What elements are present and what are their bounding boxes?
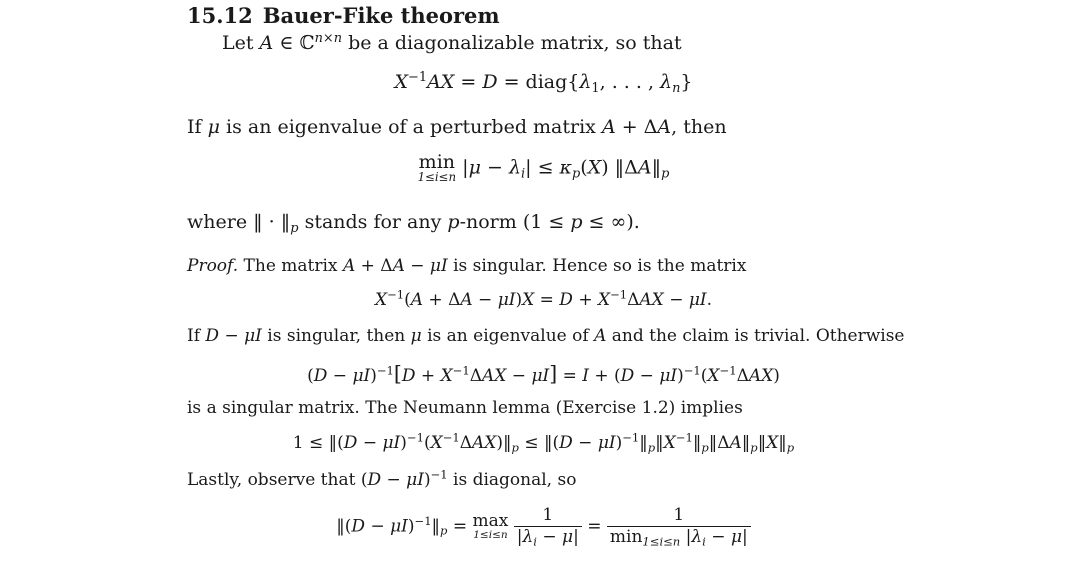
- norm-definition-line: where ‖ · $‖_p$ stands for any p-norm (1 ≤ p ≤ ∞).: [187, 211, 640, 236]
- perturbation-line: If μ is an eigenvalue of a perturbed matrix A + ΔA, then: [187, 116, 727, 138]
- proof-line-4: Lastly, observe that $(D - \mu I)^{-1}$ is diagonal, so: [187, 467, 577, 490]
- equation-neumann-inequality: 1 ≤ ‖(D − $\mu I)^{-1}(X^{-1}\Delta AX)‖_p$ ≤ ‖(D − $\mu I)^{-1}‖_p‖X^{-1}‖_p‖\Delta A‖_p‖X‖_p$: [292, 430, 795, 455]
- equation-inverse-norm: ‖(D − $\mu I)^{-1}‖_p$ = max 1≤i≤n $\frac{1}{|\lambda_i - \mu|}$ = $\frac{1}{\min_{1\le i\le n} |\lambda_i - \mu|}$: [0, 505, 1087, 549]
- proof-line-1: Proof. The matrix A + ΔA − μI is singular. Hence so is the matrix: [187, 256, 747, 276]
- proof-line-3: is a singular matrix. The Neumann lemma (Exercise 1.2) implies: [187, 398, 743, 418]
- theorem-statement-line: Let A ∈ ℂ$^{n\times n}$ be a diagonalizable matrix, so that: [222, 30, 682, 54]
- equation-factorization: $(D - \mu I)^{-1}[D + X^{-1}\Delta AX - \mu I] = I + (D - \mu I)^{-1}(X^{-1}\Delta AX)$: [307, 362, 780, 386]
- section-heading: [187, 3, 500, 28]
- section-number: 15.12: [187, 3, 253, 28]
- equation-diagonalization: $X^{-1}AX = D$ = $diag\{\lambda_1$, . . . , $\lambda_n$}: [394, 69, 693, 96]
- section-title: Bauer-Fike theorem: [262, 3, 500, 28]
- proof-line-2: If D − μI is singular, then μ is an eigenvalue of A and the claim is trivial. Otherwise: [187, 326, 905, 346]
- equation-similarity: $X^{-1}(A + \Delta A - \mu I)X = D + X^{-1}\Delta AX - \mu I$.: [374, 287, 713, 310]
- equation-bauer-fike-bound: min 1≤i≤n $|\mu - \lambda_i| \le \kappa_p(X)$ $‖\Delta A‖_p$: [417, 151, 670, 184]
- proof-label: Proof.: [187, 256, 239, 276]
